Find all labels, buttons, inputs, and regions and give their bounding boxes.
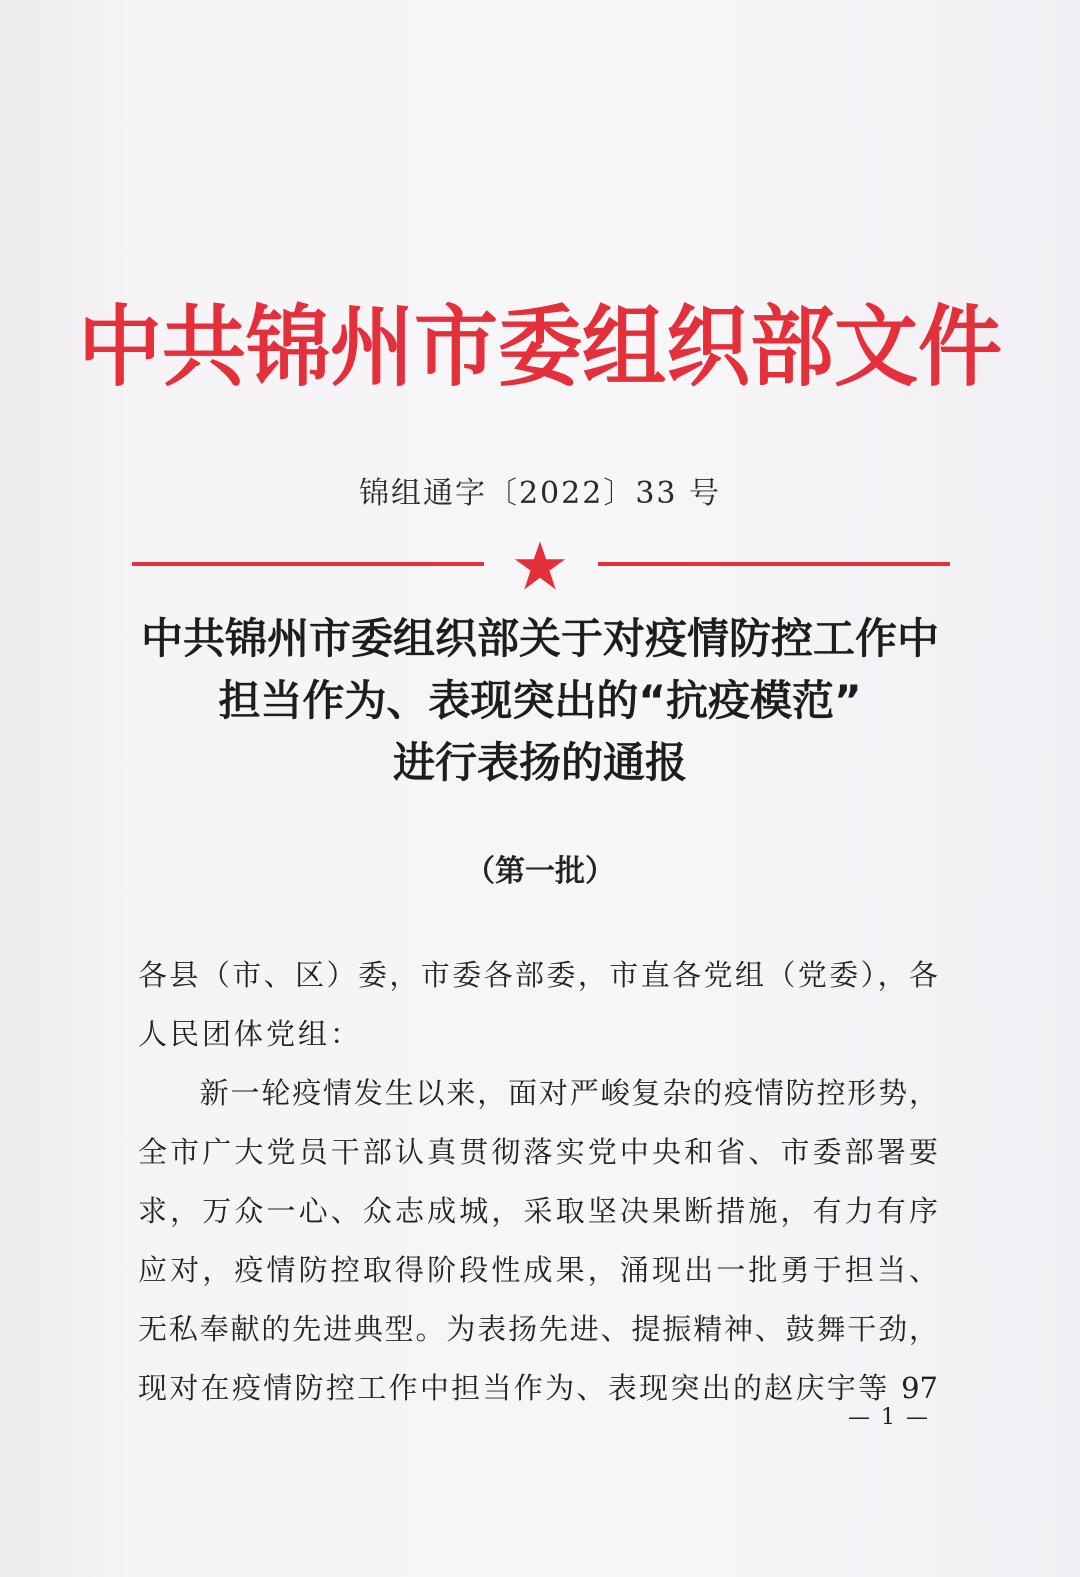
document-header-title: 中共锦州市委组织部文件 bbox=[77, 295, 1002, 399]
page-number: — 1 — bbox=[848, 1405, 930, 1430]
body-line: 全市广大党员干部认真贯彻落实党中央和省、市委部署要 bbox=[138, 1135, 938, 1169]
divider-line-right bbox=[598, 562, 950, 566]
document-number: 锦组通字〔2022〕33 号 bbox=[358, 476, 722, 511]
notice-body bbox=[138, 946, 938, 1418]
notice-title-line: 中共锦州市委组织部关于对疫情防控工作中 bbox=[140, 614, 939, 663]
body-line: 新一轮疫情发生以来，面对严峻复杂的疫情防控形势， bbox=[138, 1076, 938, 1110]
red-star-icon bbox=[512, 538, 568, 594]
batch-label: （第一批） bbox=[465, 854, 615, 889]
notice-title bbox=[0, 608, 1080, 794]
body-line: 人民团体党组： bbox=[138, 1017, 363, 1051]
body-line: 现对在疫情防控工作中担当作为、表现突出的赵庆宇等 97 bbox=[138, 1371, 938, 1405]
notice-title-line: 进行表扬的通报 bbox=[392, 738, 687, 787]
body-line: 无私奉献的先进典型。为表扬先进、提振精神、鼓舞干劲， bbox=[138, 1312, 938, 1346]
body-line: 应对，疫情防控取得阶段性成果，涌现出一批勇于担当、 bbox=[138, 1253, 938, 1287]
body-line: 求，万众一心、众志成城，采取坚决果断措施，有力有序 bbox=[138, 1194, 938, 1228]
divider-line-left bbox=[132, 562, 484, 566]
notice-title-line: 担当作为、表现突出的“抗疫模范” bbox=[218, 676, 862, 725]
body-line: 各县（市、区）委，市委各部委，市直各党组（党委），各 bbox=[138, 958, 938, 992]
